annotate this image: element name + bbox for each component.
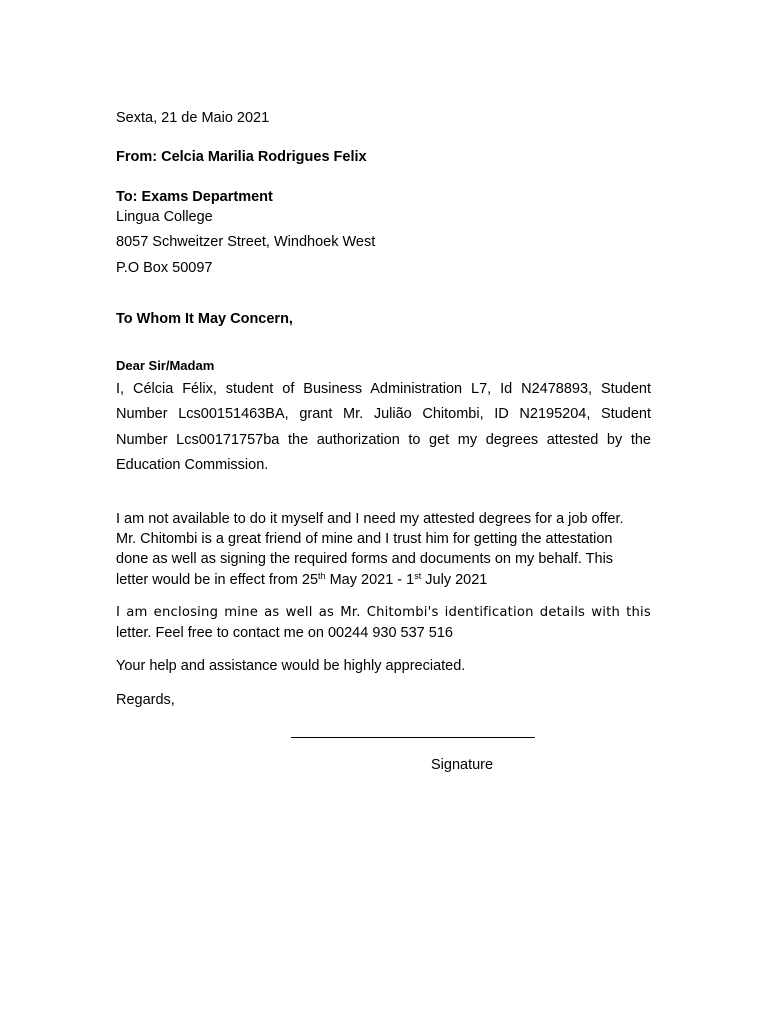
effect-text: May 2021 - 1 bbox=[325, 572, 415, 588]
address-line: P.O Box 50097 bbox=[116, 260, 213, 276]
effect-text: letter would be in effect from 25 bbox=[116, 572, 319, 588]
address-line: Lingua College bbox=[116, 209, 213, 225]
superscript: st bbox=[414, 571, 422, 581]
para1-line: I, Célcia Félix, student of Business Administration L7, Id N2478893, Student bbox=[116, 381, 651, 397]
effect-text: July 2021 bbox=[421, 572, 488, 588]
to-line: To: Exams Department bbox=[116, 189, 273, 205]
para2-line: done as well as signing the required forms and documents on my behalf. This bbox=[116, 551, 614, 567]
para1-line: Number Lcs00171757ba the authorization to get my degrees attested by the bbox=[116, 432, 651, 448]
para1-line: Education Commission. bbox=[116, 457, 269, 473]
signature-label: Signature bbox=[431, 757, 494, 773]
para2-line: I am not available to do it myself and I need my attested degrees for a job offer. bbox=[116, 511, 624, 527]
from-line: From: Celcia Marilia Rodrigues Felix bbox=[116, 149, 367, 165]
para4: Your help and assistance would be highly appreciated. bbox=[116, 658, 466, 674]
letter-date: Sexta, 21 de Maio 2021 bbox=[116, 110, 270, 126]
para1-line: Number Lcs00151463BA, grant Mr. Julião Chitombi, ID N2195204, Student bbox=[116, 406, 651, 422]
para2-last-line bbox=[116, 571, 487, 589]
para3-line: I am enclosing mine as well as Mr. Chitombi's identification details with this bbox=[116, 605, 651, 620]
signature-line bbox=[291, 737, 535, 738]
superscript: th bbox=[318, 571, 326, 581]
concern-line: To Whom It May Concern, bbox=[116, 311, 293, 327]
salutation: Dear Sir/Madam bbox=[116, 358, 215, 373]
address-line: 8057 Schweitzer Street, Windhoek West bbox=[116, 234, 376, 250]
closing: Regards, bbox=[116, 692, 175, 708]
para3-line: letter. Feel free to contact me on 00244 930 537 516 bbox=[116, 625, 453, 641]
para2-line: Mr. Chitombi is a great friend of mine and I trust him for getting the attestation bbox=[116, 531, 613, 547]
